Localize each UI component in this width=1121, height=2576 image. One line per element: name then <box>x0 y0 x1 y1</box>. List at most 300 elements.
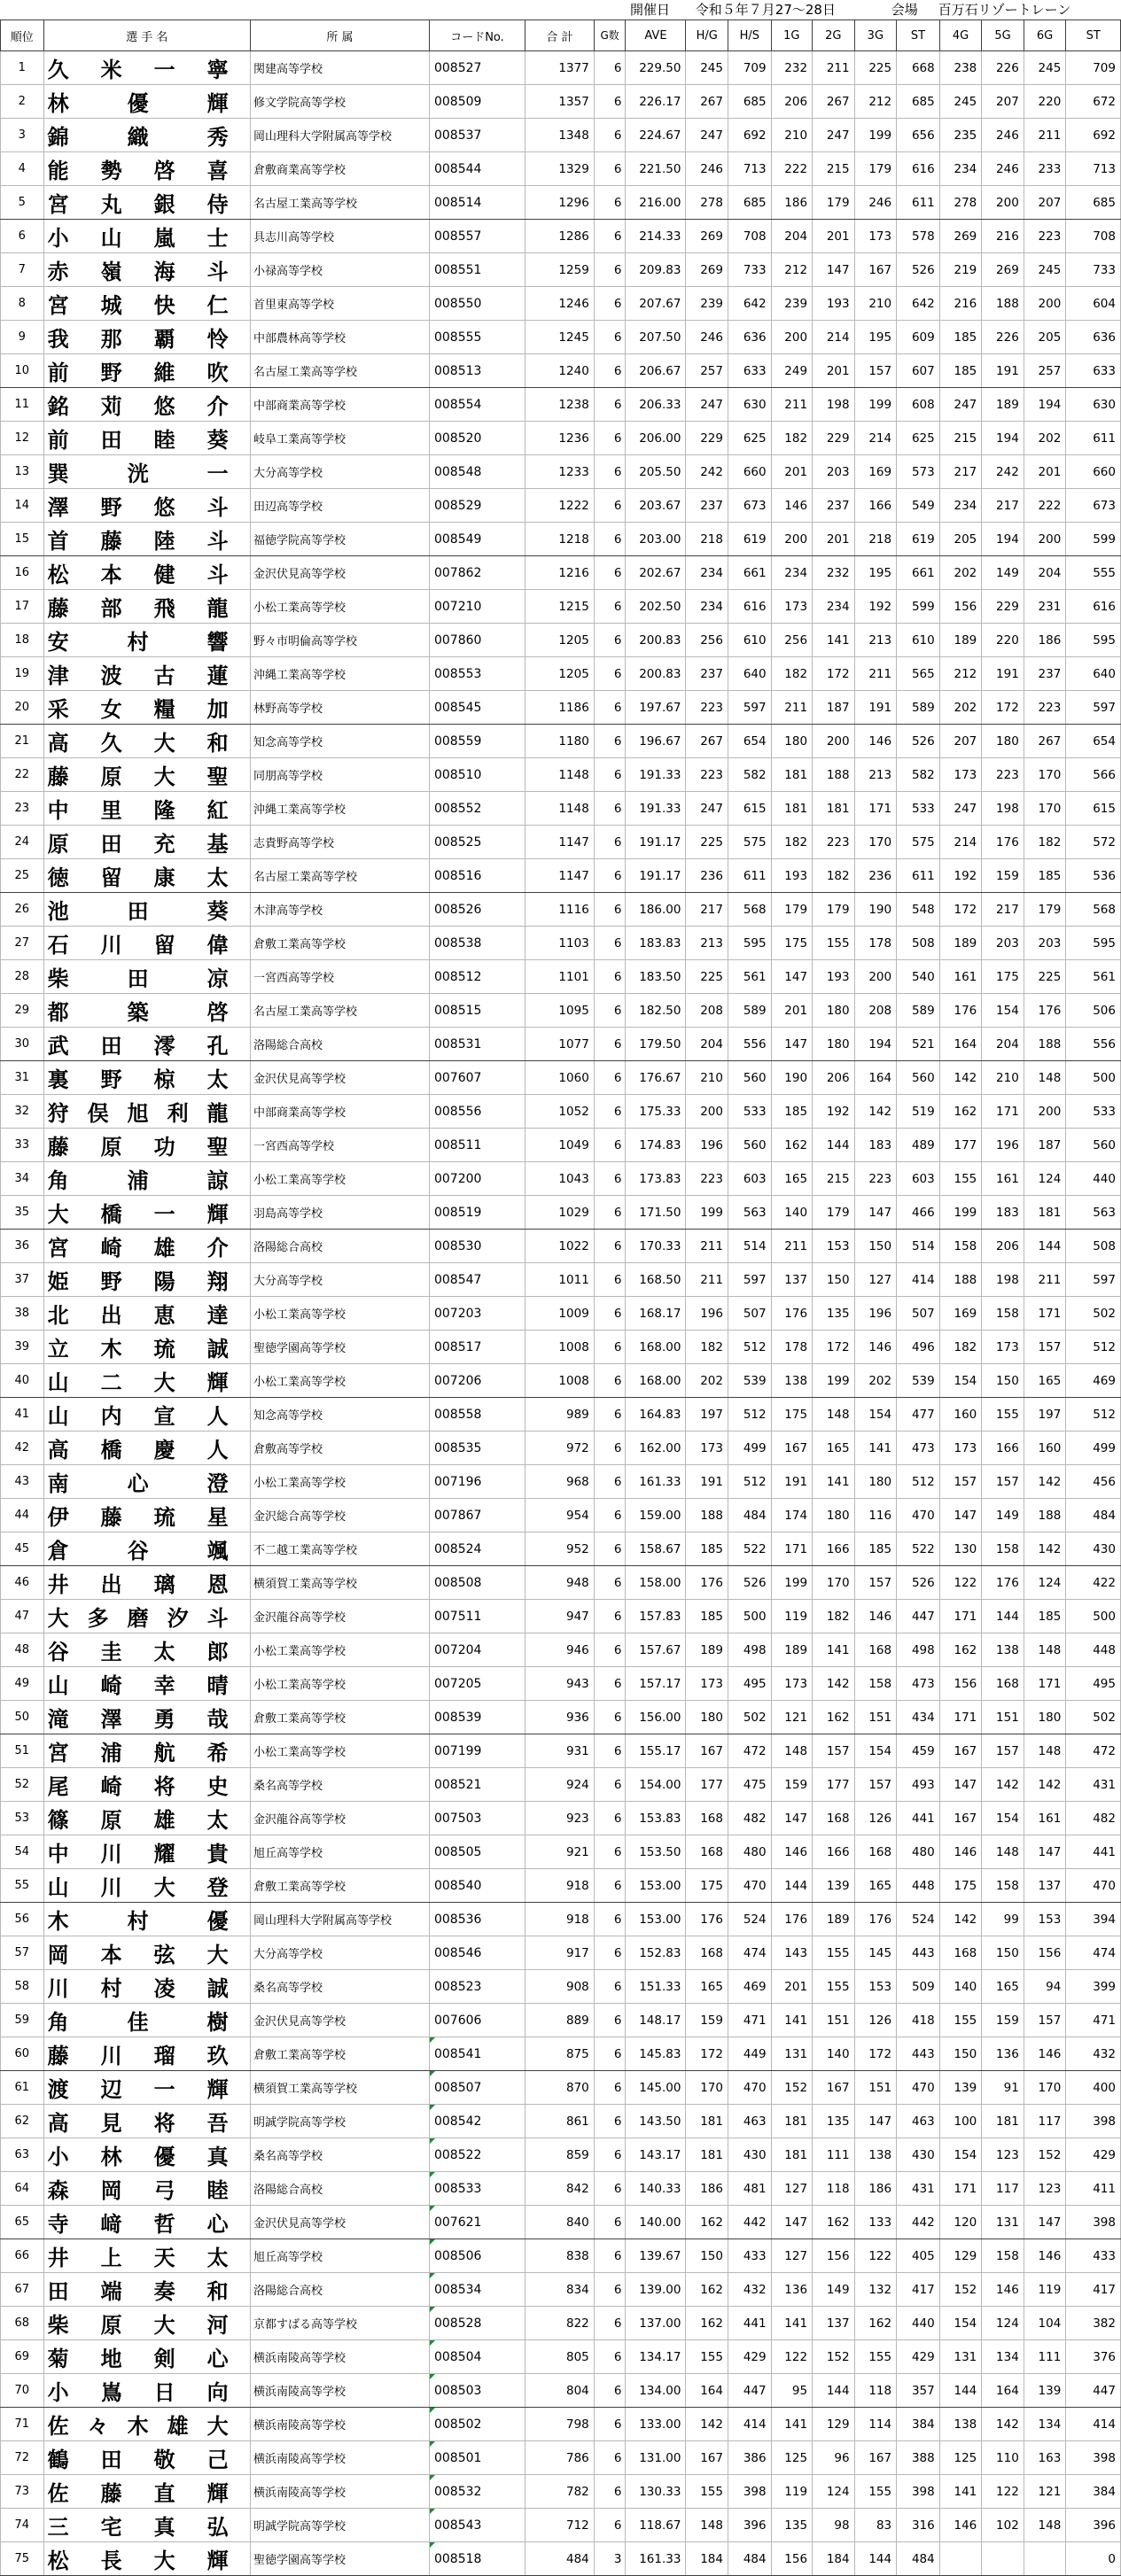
table-row <box>1 1566 1121 1600</box>
player-code: 008513 <box>429 354 525 388</box>
rank-cell: 15 <box>1 523 44 556</box>
subtotal-2: 568 <box>1066 893 1121 927</box>
game-5: 158 <box>982 1297 1024 1331</box>
rank-cell: 72 <box>1 2441 44 2475</box>
game-4: 278 <box>939 186 982 220</box>
game-2: 193 <box>813 960 855 994</box>
rank-cell: 61 <box>1 2071 44 2105</box>
game-count: 6 <box>594 2509 626 2542</box>
game-6: 123 <box>1024 2172 1066 2206</box>
game-2: 180 <box>813 1028 855 1061</box>
game-count: 6 <box>594 2105 626 2138</box>
game-2: 156 <box>813 2239 855 2273</box>
game-2: 179 <box>813 1196 855 1230</box>
rank-cell: 34 <box>1 1162 44 1196</box>
game-1: 181 <box>771 758 812 792</box>
table-row <box>1 826 1121 859</box>
game-4: 130 <box>939 1532 982 1566</box>
average: 197.67 <box>626 691 686 725</box>
school-name: 同朋高等学校 <box>250 758 429 792</box>
table-row <box>1 186 1121 220</box>
game-count: 6 <box>594 1869 626 1903</box>
rank-cell: 9 <box>1 321 44 354</box>
average: 157.67 <box>626 1633 686 1667</box>
school-name: 知念高等学校 <box>250 1398 429 1432</box>
average: 153.00 <box>626 1869 686 1903</box>
high-game: 168 <box>686 1802 728 1835</box>
average: 168.00 <box>626 1364 686 1398</box>
subtotal-2: 502 <box>1066 1701 1121 1734</box>
subtotal-1: 573 <box>897 455 940 489</box>
player-name <box>43 1970 250 2004</box>
average: 200.83 <box>626 624 686 657</box>
high-series: 556 <box>728 1028 772 1061</box>
subtotal-1: 405 <box>897 2239 940 2273</box>
player-name-text: 角 佳 樹 <box>47 2009 229 2035</box>
player-code: 007196 <box>429 1465 525 1499</box>
subtotal-2: 448 <box>1066 1633 1121 1667</box>
game-5: 123 <box>982 2138 1024 2172</box>
average: 168.17 <box>626 1297 686 1331</box>
rank-cell: 24 <box>1 826 44 859</box>
subtotal-2: 692 <box>1066 119 1121 152</box>
school-name: 中部商業高等学校 <box>250 388 429 422</box>
game-6: 119 <box>1024 2273 1066 2307</box>
total-score: 838 <box>525 2239 595 2273</box>
average: 153.50 <box>626 1835 686 1869</box>
game-3: 212 <box>854 85 897 119</box>
player-code: 008508 <box>429 1566 525 1600</box>
game-1: 162 <box>771 1129 812 1162</box>
high-game: 211 <box>686 1263 728 1297</box>
total-score: 1116 <box>525 893 595 927</box>
player-name <box>43 2475 250 2509</box>
player-name-text: 小 嶌 日 向 <box>47 2379 229 2405</box>
game-3: 157 <box>854 354 897 388</box>
header-hg: H/G <box>686 20 728 51</box>
subtotal-2: 708 <box>1066 220 1121 253</box>
school-name: 聖徳学園高等学校 <box>250 2542 429 2576</box>
total-score: 954 <box>525 1499 595 1532</box>
game-5: 210 <box>982 1061 1024 1095</box>
game-count: 6 <box>594 2408 626 2441</box>
player-name <box>43 826 250 859</box>
game-6: 148 <box>1024 1734 1066 1768</box>
player-name-text: 小 山 嵐 士 <box>47 225 229 251</box>
table-row <box>1 1095 1121 1129</box>
table-row <box>1 1835 1121 1869</box>
subtotal-1: 388 <box>897 2441 940 2475</box>
game-1: 146 <box>771 489 812 523</box>
player-name-text: 角 浦 諒 <box>47 1168 229 1193</box>
game-count: 6 <box>594 792 626 826</box>
header-name: 選 手 名 <box>43 20 250 51</box>
average: 207.67 <box>626 287 686 321</box>
player-code: 008532 <box>429 2475 525 2509</box>
game-1: 210 <box>771 119 812 152</box>
table-row <box>1 590 1121 624</box>
game-6: 171 <box>1024 1297 1066 1331</box>
game-2: 189 <box>813 1903 855 1936</box>
high-series: 582 <box>728 758 772 792</box>
game-2: 162 <box>813 1701 855 1734</box>
game-3: 225 <box>854 51 897 85</box>
game-1: 182 <box>771 422 812 455</box>
high-game: 177 <box>686 1768 728 1802</box>
game-2: 234 <box>813 590 855 624</box>
subtotal-2: 673 <box>1066 489 1121 523</box>
total-score: 1240 <box>525 354 595 388</box>
total-score: 1101 <box>525 960 595 994</box>
high-series: 475 <box>728 1768 772 1802</box>
subtotal-2: 595 <box>1066 624 1121 657</box>
subtotal-2: 376 <box>1066 2340 1121 2374</box>
game-3: 171 <box>854 792 897 826</box>
player-code: 008525 <box>429 826 525 859</box>
school-name: 金沢伏見高等学校 <box>250 1061 429 1095</box>
player-name <box>43 1465 250 1499</box>
high-game: 164 <box>686 2374 728 2408</box>
game-2: 170 <box>813 1566 855 1600</box>
game-2: 187 <box>813 691 855 725</box>
game-count: 6 <box>594 85 626 119</box>
player-code: 008536 <box>429 1903 525 1936</box>
game-6: 185 <box>1024 1600 1066 1633</box>
subtotal-2: 555 <box>1066 556 1121 590</box>
game-4: 185 <box>939 354 982 388</box>
game-4 <box>939 2542 982 2576</box>
player-name-text: 倉 谷 颯 <box>47 1538 229 1563</box>
game-count: 6 <box>594 1835 626 1869</box>
subtotal-2: 512 <box>1066 1331 1121 1364</box>
game-2: 172 <box>813 657 855 691</box>
subtotal-2: 499 <box>1066 1432 1121 1465</box>
high-series: 603 <box>728 1162 772 1196</box>
high-game: 256 <box>686 624 728 657</box>
game-3: 142 <box>854 1095 897 1129</box>
subtotal-2: 470 <box>1066 1869 1121 1903</box>
table-row <box>1 2340 1121 2374</box>
game-4: 155 <box>939 2004 982 2037</box>
game-count: 6 <box>594 1432 626 1465</box>
high-game: 168 <box>686 1835 728 1869</box>
high-game: 245 <box>686 51 728 85</box>
game-count: 6 <box>594 1633 626 1667</box>
game-4: 164 <box>939 1028 982 1061</box>
player-name <box>43 2206 250 2239</box>
subtotal-1: 611 <box>897 859 940 893</box>
game-count: 6 <box>594 1701 626 1734</box>
player-name-text: 裏 野 椋 太 <box>47 1067 229 1092</box>
table-row <box>1 2172 1121 2206</box>
player-name <box>43 523 250 556</box>
game-2: 155 <box>813 1970 855 2004</box>
player-code: 007862 <box>429 556 525 590</box>
game-count: 6 <box>594 927 626 960</box>
game-5: 136 <box>982 2037 1024 2071</box>
high-game: 202 <box>686 1364 728 1398</box>
subtotal-2: 400 <box>1066 2071 1121 2105</box>
player-code: 008528 <box>429 2307 525 2340</box>
high-series: 625 <box>728 422 772 455</box>
average: 186.00 <box>626 893 686 927</box>
average: 157.83 <box>626 1600 686 1633</box>
player-name <box>43 1667 250 1701</box>
rank-cell: 41 <box>1 1398 44 1432</box>
game-6: 153 <box>1024 1903 1066 1936</box>
game-1: 211 <box>771 388 812 422</box>
player-name <box>43 691 250 725</box>
table-row <box>1 2004 1121 2037</box>
subtotal-2: 500 <box>1066 1600 1121 1633</box>
game-4: 161 <box>939 960 982 994</box>
school-name: 横浜南陵高等学校 <box>250 2441 429 2475</box>
game-2: 148 <box>813 1398 855 1432</box>
high-game: 269 <box>686 220 728 253</box>
player-name <box>43 1331 250 1364</box>
game-6: 220 <box>1024 85 1066 119</box>
high-series: 616 <box>728 590 772 624</box>
total-score: 889 <box>525 2004 595 2037</box>
game-6: 200 <box>1024 287 1066 321</box>
player-name <box>43 556 250 590</box>
header-game2: 2G <box>813 20 855 51</box>
subtotal-1: 493 <box>897 1768 940 1802</box>
player-code: 008509 <box>429 85 525 119</box>
total-score: 968 <box>525 1465 595 1499</box>
game-2: 135 <box>813 1297 855 1331</box>
rank-cell: 64 <box>1 2172 44 2206</box>
subtotal-1: 434 <box>897 1701 940 1734</box>
game-3: 208 <box>854 994 897 1028</box>
player-name-text: 中 川 耀 貴 <box>47 1841 229 1866</box>
game-3: 153 <box>854 1970 897 2004</box>
game-count: 6 <box>594 489 626 523</box>
player-name <box>43 1633 250 1667</box>
total-score: 1236 <box>525 422 595 455</box>
subtotal-2: 633 <box>1066 354 1121 388</box>
subtotal-2: 429 <box>1066 2138 1121 2172</box>
average: 200.83 <box>626 657 686 691</box>
average: 133.00 <box>626 2408 686 2441</box>
game-3: 146 <box>854 1600 897 1633</box>
high-game: 155 <box>686 2340 728 2374</box>
high-series: 526 <box>728 1566 772 1600</box>
game-6: 186 <box>1024 624 1066 657</box>
game-1: 147 <box>771 2206 812 2239</box>
school-name: 首里東高等学校 <box>250 287 429 321</box>
game-2: 179 <box>813 893 855 927</box>
player-name <box>43 1263 250 1297</box>
game-1: 206 <box>771 85 812 119</box>
total-score: 1222 <box>525 489 595 523</box>
game-3: 183 <box>854 1129 897 1162</box>
game-4: 171 <box>939 1600 982 1633</box>
subtotal-1: 578 <box>897 220 940 253</box>
subtotal-1: 599 <box>897 590 940 624</box>
total-score: 484 <box>525 2542 595 2576</box>
total-score: 923 <box>525 1802 595 1835</box>
player-code: 007503 <box>429 1802 525 1835</box>
table-row <box>1 85 1121 119</box>
average: 170.33 <box>626 1230 686 1263</box>
header-games: G数 <box>594 20 626 51</box>
school-name: 知念高等学校 <box>250 725 429 758</box>
game-1: 232 <box>771 51 812 85</box>
subtotal-2: 630 <box>1066 388 1121 422</box>
subtotal-1: 611 <box>897 186 940 220</box>
game-3: 118 <box>854 2374 897 2408</box>
high-game: 234 <box>686 556 728 590</box>
high-game: 247 <box>686 388 728 422</box>
subtotal-1: 473 <box>897 1432 940 1465</box>
game-1: 211 <box>771 691 812 725</box>
game-4: 120 <box>939 2206 982 2239</box>
table-row <box>1 691 1121 725</box>
player-code: 008521 <box>429 1768 525 1802</box>
game-6: 157 <box>1024 1331 1066 1364</box>
game-2: 203 <box>813 455 855 489</box>
game-5: 142 <box>982 2408 1024 2441</box>
school-name: 洛陽総合高校 <box>250 2172 429 2206</box>
high-game: 185 <box>686 1532 728 1566</box>
rank-cell: 57 <box>1 1936 44 1970</box>
rank-cell: 12 <box>1 422 44 455</box>
game-5: 223 <box>982 758 1024 792</box>
table-row <box>1 489 1121 523</box>
game-6: 171 <box>1024 1667 1066 1701</box>
game-3: 138 <box>854 2138 897 2172</box>
game-1: 156 <box>771 2542 812 2576</box>
table-row <box>1 2542 1121 2576</box>
game-5: 157 <box>982 1465 1024 1499</box>
game-3: 223 <box>854 1162 897 1196</box>
game-3: 157 <box>854 1768 897 1802</box>
player-code: 007621 <box>429 2206 525 2239</box>
game-2: 96 <box>813 2441 855 2475</box>
game-2: 141 <box>813 1465 855 1499</box>
rank-cell: 2 <box>1 85 44 119</box>
player-name <box>43 220 250 253</box>
subtotal-2: 709 <box>1066 51 1121 85</box>
game-count: 6 <box>594 1364 626 1398</box>
game-count: 6 <box>594 1768 626 1802</box>
high-series: 713 <box>728 152 772 186</box>
player-name-text: 南 心 澄 <box>47 1470 229 1496</box>
average: 206.00 <box>626 422 686 455</box>
player-name <box>43 1398 250 1432</box>
game-3: 202 <box>854 1364 897 1398</box>
header-game5: 5G <box>982 20 1024 51</box>
school-name: 一宮西高等学校 <box>250 1129 429 1162</box>
player-code: 008546 <box>429 1936 525 1970</box>
rank-cell: 62 <box>1 2105 44 2138</box>
subtotal-2: 414 <box>1066 2408 1121 2441</box>
game-4: 205 <box>939 523 982 556</box>
player-code: 008503 <box>429 2374 525 2408</box>
game-5: 242 <box>982 455 1024 489</box>
game-2: 151 <box>813 2004 855 2037</box>
game-5: 194 <box>982 523 1024 556</box>
total-score: 1357 <box>525 85 595 119</box>
high-series: 472 <box>728 1734 772 1768</box>
game-1: 201 <box>771 994 812 1028</box>
table-row <box>1 2138 1121 2172</box>
player-code: 008539 <box>429 1701 525 1734</box>
high-game: 246 <box>686 152 728 186</box>
subtotal-1: 642 <box>897 287 940 321</box>
player-name <box>43 1499 250 1532</box>
game-4: 214 <box>939 826 982 859</box>
average: 168.00 <box>626 1331 686 1364</box>
player-name-text: 渡 辺 一 輝 <box>47 2076 229 2102</box>
player-name-text: 松 長 大 輝 <box>47 2548 229 2573</box>
game-3: 116 <box>854 1499 897 1532</box>
game-count: 6 <box>594 1903 626 1936</box>
total-score: 946 <box>525 1633 595 1667</box>
table-row <box>1 1667 1121 1701</box>
high-game: 257 <box>686 354 728 388</box>
high-series: 595 <box>728 927 772 960</box>
average: 229.50 <box>626 51 686 85</box>
game-2: 141 <box>813 624 855 657</box>
game-2: 182 <box>813 859 855 893</box>
total-score: 861 <box>525 2105 595 2138</box>
table-row <box>1 2441 1121 2475</box>
average: 202.50 <box>626 590 686 624</box>
high-series: 500 <box>728 1600 772 1633</box>
game-5: 138 <box>982 1633 1024 1667</box>
game-1: 143 <box>771 1936 812 1970</box>
high-game: 172 <box>686 2037 728 2071</box>
high-game: 196 <box>686 1297 728 1331</box>
subtotal-1: 496 <box>897 1331 940 1364</box>
high-game: 162 <box>686 2206 728 2239</box>
player-name <box>43 388 250 422</box>
high-series: 398 <box>728 2475 772 2509</box>
high-series: 481 <box>728 2172 772 2206</box>
subtotal-2: 500 <box>1066 1061 1121 1095</box>
total-score: 917 <box>525 1936 595 1970</box>
game-6: 176 <box>1024 994 1066 1028</box>
school-name: 林野高等学校 <box>250 691 429 725</box>
high-series: 661 <box>728 556 772 590</box>
game-count: 6 <box>594 1600 626 1633</box>
game-5: 198 <box>982 1263 1024 1297</box>
game-2: 142 <box>813 1667 855 1701</box>
game-5: 181 <box>982 2105 1024 2138</box>
rank-cell: 59 <box>1 2004 44 2037</box>
player-name <box>43 1835 250 1869</box>
game-count: 6 <box>594 2239 626 2273</box>
game-1: 181 <box>771 2105 812 2138</box>
high-series: 507 <box>728 1297 772 1331</box>
subtotal-1: 480 <box>897 1835 940 1869</box>
game-count: 6 <box>594 1028 626 1061</box>
subtotal-1: 549 <box>897 489 940 523</box>
player-name-text: 藤 原 大 聖 <box>47 764 229 789</box>
school-name: 小松工業高等学校 <box>250 1465 429 1499</box>
school-name: 羽島高等学校 <box>250 1196 429 1230</box>
game-3: 173 <box>854 220 897 253</box>
table-row <box>1 2071 1121 2105</box>
game-1: 119 <box>771 1600 812 1633</box>
subtotal-2: 563 <box>1066 1196 1121 1230</box>
rank-cell: 6 <box>1 220 44 253</box>
game-3: 192 <box>854 590 897 624</box>
game-3: 146 <box>854 1331 897 1364</box>
game-3: 126 <box>854 1802 897 1835</box>
